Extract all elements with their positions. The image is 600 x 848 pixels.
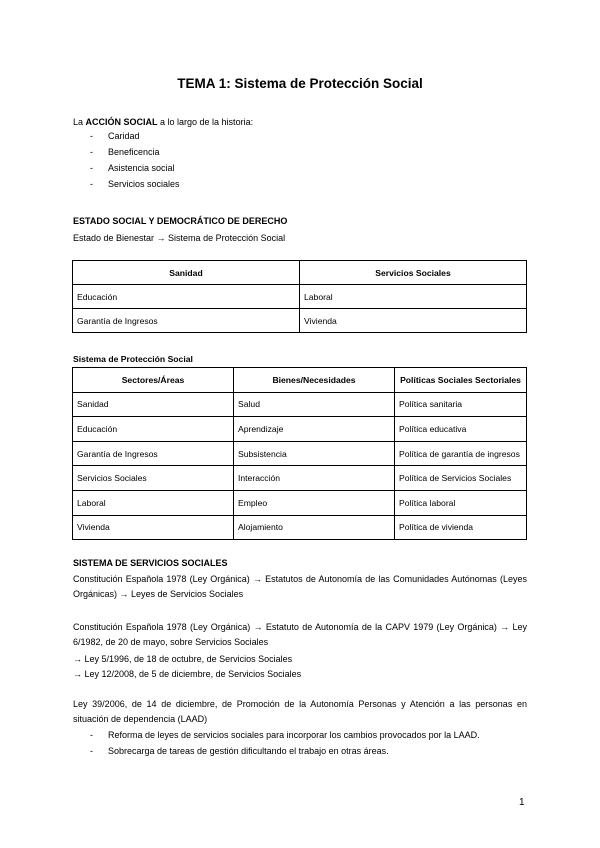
table-row [73, 515, 527, 540]
table-cell: Alojamiento [234, 515, 395, 540]
table-cell: Sanidad [73, 392, 234, 417]
table-cell: Política educativa [395, 417, 527, 442]
table-cell: Política de garantía de ingresos [395, 441, 527, 466]
list-item: Sobrecarga de tareas de gestión dificultando el trabajo en otras áreas. [108, 746, 389, 756]
table-cell: Laboral [73, 490, 234, 515]
table-row [73, 441, 527, 466]
table-cell: Aprendizaje [234, 417, 395, 442]
list-dash: - [90, 147, 93, 157]
estado-line: Estado de Bienestar → Sistema de Protección Social [73, 233, 286, 243]
intro-line: La ACCIÓN SOCIAL a lo largo de la historia: [73, 117, 254, 127]
sectors-table [72, 260, 527, 333]
table-header: Bienes/Necesidades [234, 368, 395, 393]
table-row [73, 417, 527, 442]
table-row [73, 392, 527, 417]
table-header-row [73, 368, 527, 393]
table-row [73, 490, 527, 515]
page-number: 1 [519, 797, 525, 808]
table-cell: Laboral [300, 285, 527, 309]
table-cell: Garantía de Ingresos [73, 309, 300, 333]
table-header-row [73, 261, 527, 285]
table-cell: Interacción [234, 466, 395, 491]
table-header: Sectores/Áreas [73, 368, 234, 393]
table-header: Servicios Sociales [300, 261, 527, 285]
list-dash: - [90, 730, 93, 740]
table-cell: Política de Servicios Sociales [395, 466, 527, 491]
table-row [73, 309, 527, 333]
table-cell: Política sanitaria [395, 392, 527, 417]
list-item: Asistencia social [108, 163, 175, 173]
table-cell: Educación [73, 417, 234, 442]
law-line: → Ley 5/1996, de 18 de octubre, de Servicios Sociales [73, 654, 293, 664]
table-cell: Subsistencia [234, 441, 395, 466]
estado-heading: ESTADO SOCIAL Y DEMOCRÁTICO DE DERECHO [73, 216, 288, 226]
list-item: Servicios sociales [108, 179, 180, 189]
table-row [73, 466, 527, 491]
paragraph-constitution: Constitución Española 1978 (Ley Orgánica) → Estatutos de Autonomía de las Comunidades Autónomas (Leyes Orgánicas) → Leyes de Servicios Sociales [73, 574, 527, 599]
table-cell: Salud [234, 392, 395, 417]
table-cell: Vivienda [300, 309, 527, 333]
paragraph-capv: Constitución Española 1978 (Ley Orgánica) → Estatuto de Autonomía de la CAPV 1979 (Ley Orgánica) → Ley 6/1982, de 20 de mayo, sobre Servicios Sociales [73, 622, 527, 647]
accion-social-bold: ACCIÓN SOCIAL [85, 117, 158, 127]
list-item: Reforma de leyes de servicios sociales para incorporar los cambios provocados por la LAAD. [108, 730, 480, 740]
table-cell: Garantía de Ingresos [73, 441, 234, 466]
table-row [73, 285, 527, 309]
list-dash: - [90, 163, 93, 173]
sss-heading: SISTEMA DE SERVICIOS SOCIALES [73, 558, 228, 568]
paragraph-laad: Ley 39/2006, de 14 de diciembre, de Promoción de la Autonomía Personas y Atención a las personas en situación de dependencia (LAAD) [73, 699, 527, 724]
table-cell: Vivienda [73, 515, 234, 540]
protection-system-table [72, 367, 527, 540]
table-header: Sanidad [73, 261, 300, 285]
table-cell: Educación [73, 285, 300, 309]
list-dash: - [90, 179, 93, 189]
table-header: Políticas Sociales Sectoriales [395, 368, 527, 393]
table-cell: Política laboral [395, 490, 527, 515]
table-cell: Política de vivienda [395, 515, 527, 540]
list-dash: - [90, 131, 93, 141]
table-cell: Servicios Sociales [73, 466, 234, 491]
list-dash: - [90, 746, 93, 756]
table-cell: Empleo [234, 490, 395, 515]
list-item: Beneficencia [108, 147, 160, 157]
law-line: → Ley 12/2008, de 5 de diciembre, de Servicios Sociales [73, 669, 302, 679]
list-item: Caridad [108, 131, 140, 141]
page-title: TEMA 1: Sistema de Protección Social [177, 76, 423, 91]
table2-caption: Sistema de Protección Social [73, 354, 193, 364]
